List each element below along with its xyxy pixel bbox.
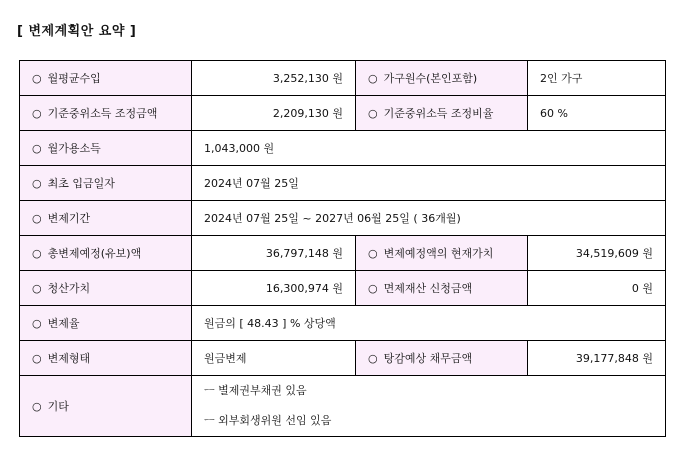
value-monthly-income: 3,252,130 원 bbox=[192, 61, 356, 96]
circle-bullet-icon: ○ bbox=[368, 352, 378, 365]
table-row bbox=[20, 341, 666, 376]
label-monthly-income: ○ 월평균수입 bbox=[20, 61, 192, 96]
circle-bullet-icon: ○ bbox=[32, 352, 42, 365]
note-external-commissioner: ㅡ 외부회생위원 선임 있음 bbox=[204, 414, 332, 427]
table-row bbox=[20, 271, 666, 306]
label-repayment-type: ○ 변제형태 bbox=[20, 341, 192, 376]
table-row bbox=[20, 306, 666, 341]
label-median-income-adjusted: ○ 기준중위소득 조정금액 bbox=[20, 96, 192, 131]
circle-bullet-icon: ○ bbox=[368, 247, 378, 260]
value-expected-debt-relief: 39,177,848 원 bbox=[528, 341, 666, 376]
value-other-notes bbox=[192, 376, 666, 437]
value-repayment-rate: 원금의 [ 48.43 ] % 상당액 bbox=[192, 306, 666, 341]
circle-bullet-icon: ○ bbox=[32, 282, 42, 295]
label-median-income-ratio: ○ 기준중위소득 조정비율 bbox=[356, 96, 528, 131]
value-household-size: 2인 가구 bbox=[528, 61, 666, 96]
table-row bbox=[20, 236, 666, 271]
value-first-deposit-date: 2024년 07월 25일 bbox=[192, 166, 666, 201]
table-row bbox=[20, 376, 666, 437]
value-exempt-property: 0 원 bbox=[528, 271, 666, 306]
value-available-income: 1,043,000 원 bbox=[192, 131, 666, 166]
value-repayment-period: 2024년 07월 25일 ~ 2027년 06월 25일 ( 36개월) bbox=[192, 201, 666, 236]
circle-bullet-icon: ○ bbox=[32, 177, 42, 190]
table-row bbox=[20, 166, 666, 201]
label-exempt-property: ○ 면제재산 신청금액 bbox=[356, 271, 528, 306]
label-available-income: ○ 월가용소득 bbox=[20, 131, 192, 166]
table-row bbox=[20, 131, 666, 166]
label-expected-debt-relief: ○ 탕감예상 채무금액 bbox=[356, 341, 528, 376]
label-repayment-rate: ○ 변제율 bbox=[20, 306, 192, 341]
label-liquidation-value: ○ 청산가치 bbox=[20, 271, 192, 306]
label-total-scheduled-repayment: ○ 총변제예정(유보)액 bbox=[20, 236, 192, 271]
table-row bbox=[20, 61, 666, 96]
circle-bullet-icon: ○ bbox=[368, 72, 378, 85]
label-repayment-period: ○ 변제기간 bbox=[20, 201, 192, 236]
value-median-income-ratio: 60 % bbox=[528, 96, 666, 131]
page-title: [ 변제계획안 요약 ] bbox=[17, 24, 137, 39]
circle-bullet-icon: ○ bbox=[32, 107, 42, 120]
value-total-scheduled-repayment: 36,797,148 원 bbox=[192, 236, 356, 271]
value-present-value: 34,519,609 원 bbox=[528, 236, 666, 271]
label-household-size: ○ 가구원수(본인포함) bbox=[356, 61, 528, 96]
value-median-income-adjusted: 2,209,130 원 bbox=[192, 96, 356, 131]
label-present-value: ○ 변제예정액의 현재가치 bbox=[356, 236, 528, 271]
circle-bullet-icon: ○ bbox=[32, 400, 42, 413]
value-liquidation-value: 16,300,974 원 bbox=[192, 271, 356, 306]
circle-bullet-icon: ○ bbox=[32, 317, 42, 330]
label-first-deposit-date: ○ 최초 입금일자 bbox=[20, 166, 192, 201]
repayment-summary-table bbox=[19, 60, 666, 437]
value-repayment-type: 원금변제 bbox=[192, 341, 356, 376]
circle-bullet-icon: ○ bbox=[32, 72, 42, 85]
note-secured-claim: ㅡ 별제권부채권 있음 bbox=[204, 384, 307, 397]
circle-bullet-icon: ○ bbox=[32, 247, 42, 260]
table-row bbox=[20, 201, 666, 236]
table-row bbox=[20, 96, 666, 131]
circle-bullet-icon: ○ bbox=[368, 107, 378, 120]
label-other: ○ 기타 bbox=[20, 376, 192, 437]
circle-bullet-icon: ○ bbox=[368, 282, 378, 295]
circle-bullet-icon: ○ bbox=[32, 212, 42, 225]
circle-bullet-icon: ○ bbox=[32, 142, 42, 155]
